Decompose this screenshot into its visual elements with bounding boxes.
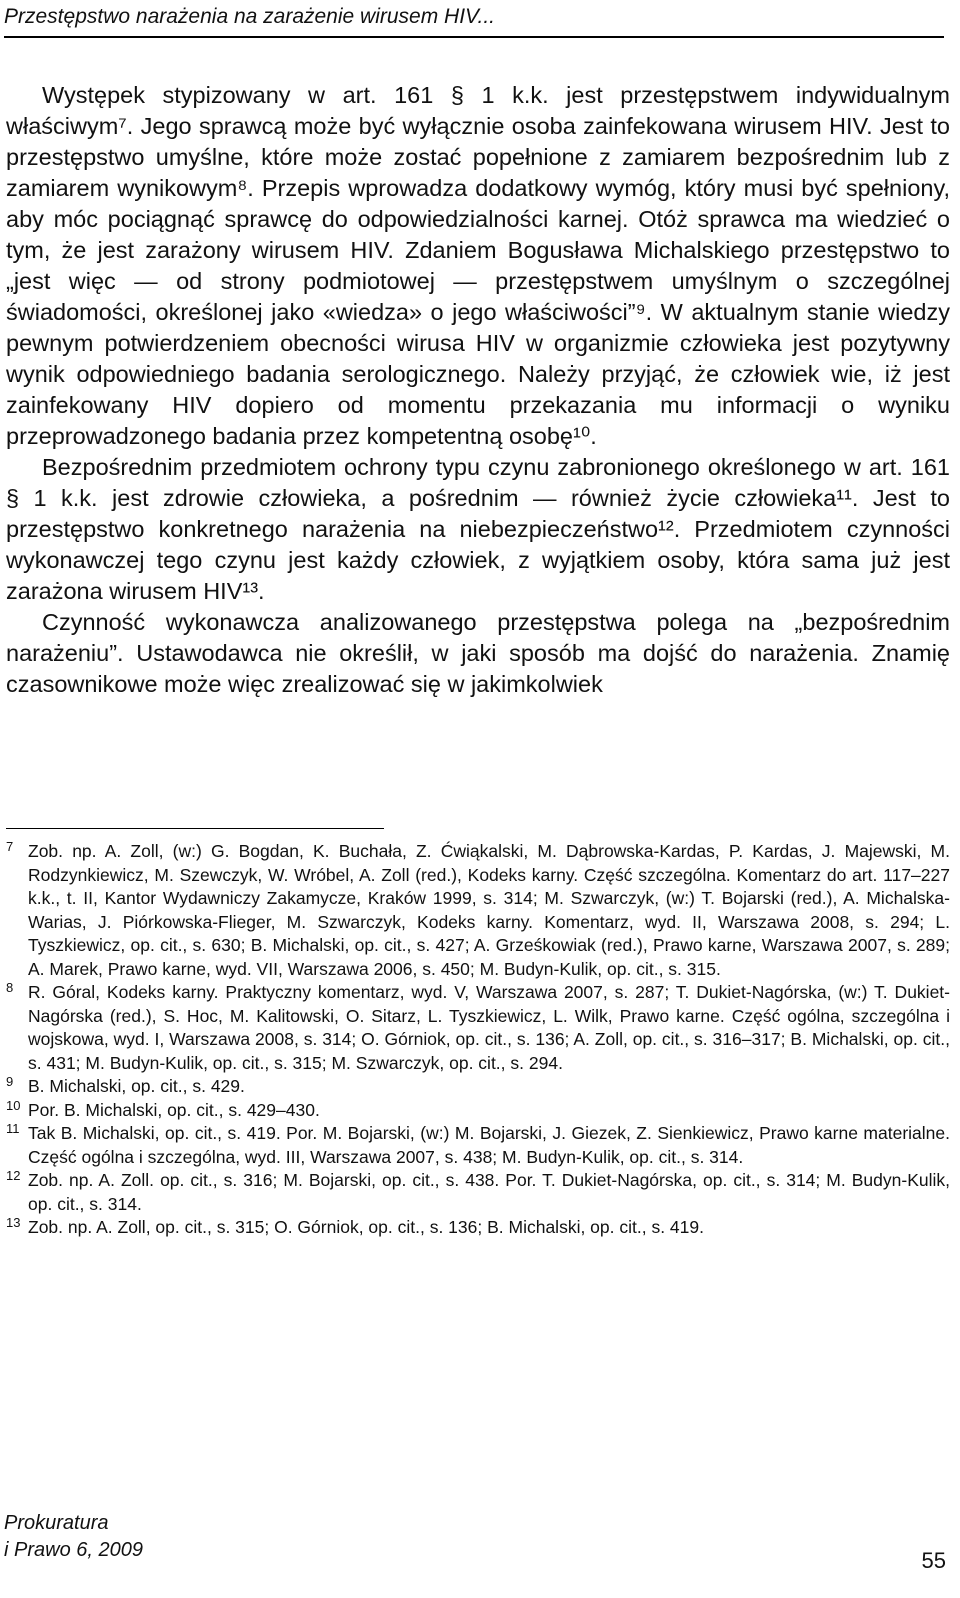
footnote-number: 8 — [6, 980, 14, 995]
journal-name: Prokuratura — [4, 1512, 109, 1534]
footnote-13 — [6, 1216, 950, 1240]
footnote-number: 11 — [6, 1121, 20, 1136]
journal-issue: i Prawo 6, 2009 — [4, 1539, 143, 1561]
footnote-divider — [6, 828, 384, 829]
footnote-9 — [6, 1075, 950, 1099]
running-header — [4, 2, 944, 38]
footnotes — [6, 840, 950, 1240]
footnote-number: 9 — [6, 1074, 14, 1089]
footnote-text: Zob. np. A. Zoll, (w:) G. Bogdan, K. Buchała, Z. Ćwiąkalski, M. Dąbrowska-Kardas, P. Kardas, J. Majewski, M. Rodzynkiewicz, M. Szewczyk, W. Wróbel, A. Zoll (red.), Kodeks karny. Część szczególna. Komentarz do art. 117–227 k.k., t. II, Kantor Wydawniczy Zakamycze, Kraków 1999, s. 314; M. Szwarczyk, (w:) T. Bojarski (red.), A. Michalska-Warias, J. Piórkowska-Flieger, M. Szwarczyk, Kodeks karny. Komentarz, wyd. II, Warszawa 2008, s. 294; L. Tyszkiewicz, op. cit., s. 630; B. Michalski, op. cit., s. 427; A. Grześkowiak (red.), Prawo karne, Warszawa 2007, s. 289; A. Marek, Prawo karne, wyd. VII, Warszawa 2006, s. 450; M. Budyn-Kulik, op. cit., s. 315. — [28, 841, 950, 979]
main-text — [6, 80, 950, 700]
footnote-number: 7 — [6, 839, 14, 854]
footnote-number: 12 — [6, 1168, 21, 1183]
footnote-text: B. Michalski, op. cit., s. 429. — [28, 1076, 245, 1096]
footnote-number: 10 — [6, 1097, 21, 1113]
footnote-8 — [6, 981, 950, 1075]
footnote-text: Zob. np. A. Zoll, op. cit., s. 315; O. Górniok, op. cit., s. 136; B. Michalski, op. cit., s. 419. — [28, 1217, 704, 1237]
footnote-11 — [6, 1122, 950, 1169]
header-title: Przestępstwo narażenia na zarażenie wirusem HIV... — [4, 5, 495, 28]
paragraph-2: Bezpośrednim przedmiotem ochrony typu czynu zabronionego określonego w art. 161 § 1 k.k. jest zdrowie człowieka, a pośrednim — również życie człowieka¹¹. Jest to przestępstwo konkretnego narażenia na niebezpieczeństwo¹². Przedmiotem czynności wykonawczej tego czynu jest każdy człowiek, z wyjątkiem osoby, która sama już jest zarażona wirusem HIV¹³. — [6, 454, 950, 604]
footnote-10 — [6, 1099, 950, 1123]
footnote-number: 13 — [6, 1215, 21, 1230]
footnote-7 — [6, 840, 950, 981]
footnote-text: Por. B. Michalski, op. cit., s. 429–430. — [28, 1099, 320, 1120]
footnote-text: Zob. np. A. Zoll. op. cit., s. 316; M. Bojarski, op. cit., s. 438. Por. T. Dukiet-Nagórska, op. cit., s. 314; M. Budyn-Kulik, op. cit., s. 314. — [28, 1170, 950, 1214]
paragraph-3: Czynność wykonawcza analizowanego przestępstwa polega na „bezpośrednim narażeniu”. Ustawodawca nie określił, w jaki sposób ma dojść do narażenia. Znamię czasownikowe może więc zrealizować się w jakimkolwiek — [6, 609, 950, 697]
paragraph-1: Występek stypizowany w art. 161 § 1 k.k. jest przestępstwem indywidualnym właściwym⁷. Jego sprawcą może być wyłącznie osoba zainfekowana wirusem HIV. Jest to przestępstwo umyślne, które może zostać popełnione z zamiarem bezpośrednim lub z zamiarem wynikowym⁸. Przepis wprowadza dodatkowy wymóg, który musi być spełniony, aby móc pociągnąć sprawcę do odpowiedzialności karnej. Otóż sprawca ma wiedzieć o tym, że jest zarażony wirusem HIV. Zdaniem Bogusława Michalskiego przestępstwo to „jest więc — od strony podmiotowej — przestępstwem umyślnym o szczególnej świadomości, określonej jako «wiedza» o jego właściwości”⁹. W aktualnym stanie wiedzy pewnym potwierdzeniem obecności wirusa HIV w organizmie człowieka jest pozytywny wynik odpowiedniego badania serologicznego. Należy przyjąć, że człowiek wie, iż jest zainfekowany HIV dopiero od momentu przekazania mu informacji o wyniku przeprowadzonego badania przez kompetentną osobę¹⁰. — [6, 82, 950, 449]
page-number: 55 — [921, 1548, 946, 1573]
footnote-12 — [6, 1169, 950, 1216]
footnote-text: R. Góral, Kodeks karny. Praktyczny komentarz, wyd. V, Warszawa 2007, s. 287; T. Dukiet-Nagórska, (w:) T. Dukiet-Nagórska (red.), S. Hoc, M. Kalitowski, O. Sitarz, L. Tyszkiewicz, L. Wilk, Prawo karne. Część ogólna, szczególna i wojskowa, wyd. I, Warszawa 2008, s. 314; O. Górniok, op. cit., s. 136; A. Zoll, op. cit., s. 316–317; B. Michalski, op. cit., s. 431; M. Budyn-Kulik, op. cit., s. 315; M. Szwarczyk, op. cit., s. 294. — [28, 982, 950, 1073]
footnote-text: Tak B. Michalski, op. cit., s. 419. Por. M. Bojarski, (w:) M. Bojarski, J. Giezek, Z. Sienkiewicz, Prawo karne materialne. Część ogólna i szczególna, wyd. III, Warszawa 2007, s. 438; M. Budyn-Kulik, op. cit., s. 314. — [28, 1123, 950, 1167]
journal-footer — [4, 1510, 143, 1564]
